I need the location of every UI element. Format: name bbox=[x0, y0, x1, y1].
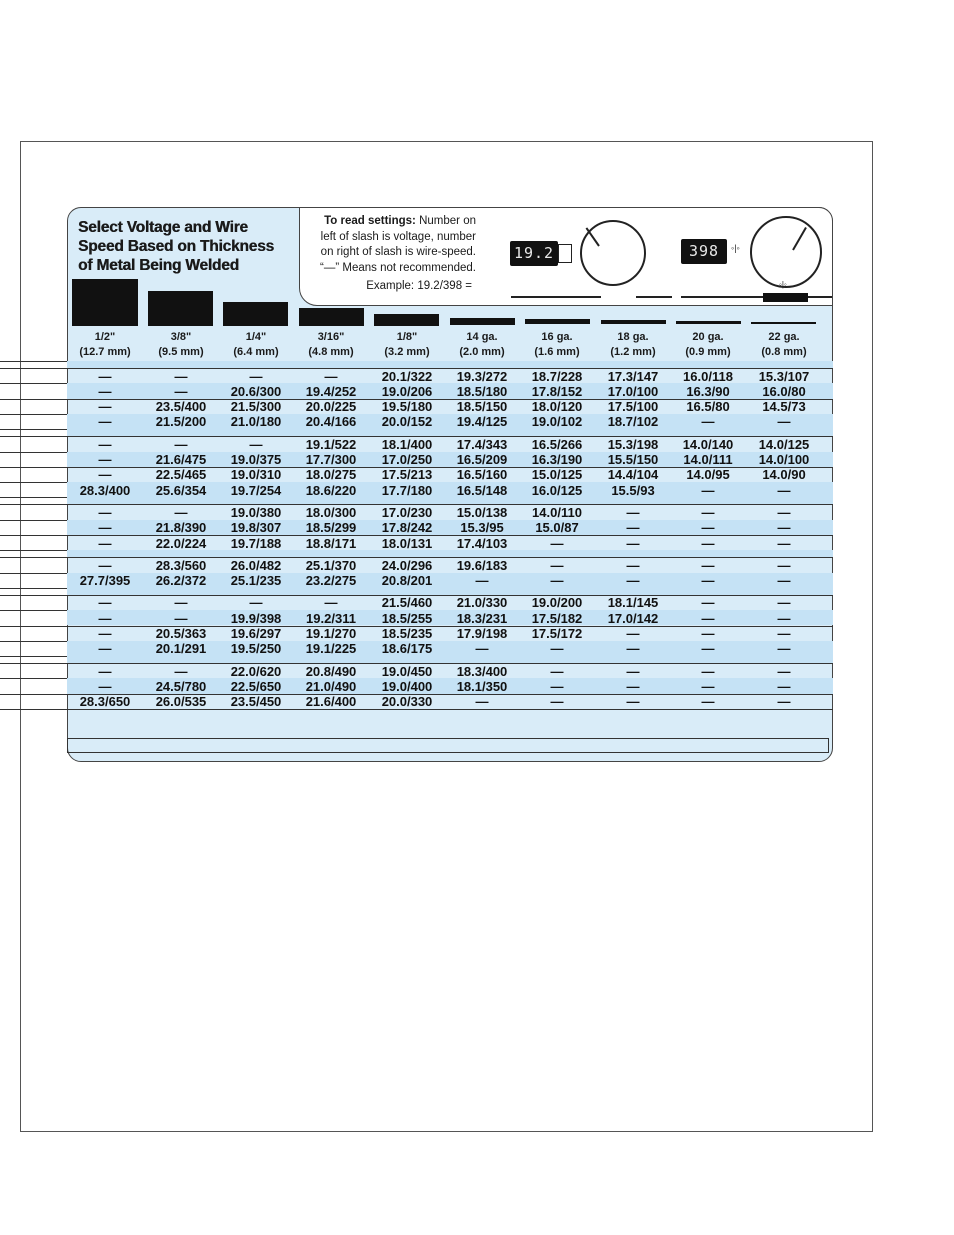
table-cell: — bbox=[324, 368, 338, 384]
column-header bbox=[520, 330, 594, 360]
table-cell: — bbox=[701, 610, 715, 626]
column-header-metric: (0.8 mm) bbox=[761, 346, 807, 358]
table-cell: — bbox=[98, 595, 112, 611]
display-rule-thick bbox=[763, 293, 808, 302]
table-cell: — bbox=[777, 535, 791, 551]
table-cell: 19.8/307 bbox=[230, 520, 282, 536]
table-cell: 22.5/465 bbox=[155, 467, 207, 483]
table-cell: 14.0/95 bbox=[686, 467, 730, 483]
voltage-display: 19.2 bbox=[510, 241, 558, 266]
table-cell: 28.3/650 bbox=[79, 694, 131, 710]
table-cell: 16.5/80 bbox=[686, 399, 730, 415]
display-rule bbox=[808, 296, 832, 298]
table-cell: 22.5/650 bbox=[230, 678, 282, 694]
table-cell: 15.5/93 bbox=[611, 482, 655, 498]
table-cell: — bbox=[249, 368, 263, 384]
table-cell: 19.5/180 bbox=[381, 399, 433, 415]
table-cell: — bbox=[174, 610, 188, 626]
table-cell: 15.3/198 bbox=[607, 436, 659, 452]
table-cell: — bbox=[98, 452, 112, 467]
column-header-metric: (4.8 mm) bbox=[308, 346, 354, 358]
table-cell: 18.5/235 bbox=[381, 626, 433, 641]
table-cell: — bbox=[626, 663, 640, 679]
table-cell: 20.5/363 bbox=[155, 626, 207, 641]
table-cell: 17.8/242 bbox=[381, 520, 433, 536]
table-cell: — bbox=[475, 694, 489, 710]
table-cell: 18.8/171 bbox=[305, 535, 357, 551]
table-cell: 24.5/780 bbox=[155, 678, 207, 694]
table-cell: 25.6/354 bbox=[155, 482, 207, 498]
table-cell: 26.0/535 bbox=[155, 694, 207, 710]
table-cell: 18.1/145 bbox=[607, 595, 659, 611]
column-header bbox=[596, 330, 670, 360]
instructions-text bbox=[314, 214, 476, 276]
thickness-swatch-14ga bbox=[450, 318, 515, 325]
table-cell: 17.0/142 bbox=[607, 610, 659, 626]
table-cell: — bbox=[174, 383, 188, 399]
table-cell: 17.5/100 bbox=[607, 399, 659, 415]
table-cell: 18.6/220 bbox=[305, 482, 357, 498]
table-cell: 17.5/213 bbox=[381, 467, 433, 483]
table-cell: 16.5/209 bbox=[456, 452, 508, 467]
table-cell: 17.0/250 bbox=[381, 452, 433, 467]
table-cell: 27.7/395 bbox=[79, 573, 131, 589]
table-cell: 19.4/125 bbox=[456, 414, 508, 430]
table-cell: 19.0/102 bbox=[531, 414, 583, 430]
row-divider bbox=[0, 709, 833, 710]
table-cell: 17.0/100 bbox=[607, 383, 659, 399]
table-cell: 21.0/490 bbox=[305, 678, 357, 694]
table-cell: 14.0/100 bbox=[758, 452, 810, 467]
table-cell: 19.0/200 bbox=[531, 595, 583, 611]
table-cell: 21.5/300 bbox=[230, 399, 282, 415]
column-header-metric: (6.4 mm) bbox=[233, 346, 279, 358]
table-cell: 21.0/330 bbox=[456, 595, 508, 611]
table-cell: 21.5/200 bbox=[155, 414, 207, 430]
table-cell: 14.4/104 bbox=[607, 467, 659, 483]
table-cell: — bbox=[98, 557, 112, 573]
column-header-metric: (2.0 mm) bbox=[459, 346, 505, 358]
table-cell: 15.0/125 bbox=[531, 467, 583, 483]
table-cell: 17.7/300 bbox=[305, 452, 357, 467]
column-header bbox=[747, 330, 821, 360]
table-cell: 17.4/343 bbox=[456, 436, 508, 452]
column-header bbox=[144, 330, 218, 360]
column-header-metric: (1.6 mm) bbox=[534, 346, 580, 358]
table-cell: — bbox=[626, 678, 640, 694]
group-separator bbox=[67, 497, 833, 504]
column-header-label: 3/16" bbox=[317, 331, 345, 343]
table-cell: 15.0/138 bbox=[456, 504, 508, 520]
column-header-label: 1/4" bbox=[245, 331, 267, 343]
table-cell: — bbox=[626, 626, 640, 641]
table-cell: — bbox=[777, 557, 791, 573]
table-cell: — bbox=[777, 626, 791, 641]
column-header-metric: (12.7 mm) bbox=[79, 346, 131, 358]
table-cell: 25.1/370 bbox=[305, 557, 357, 573]
table-cell: 17.9/198 bbox=[456, 626, 508, 641]
table-cell: 17.0/230 bbox=[381, 504, 433, 520]
table-cell: — bbox=[324, 595, 338, 611]
table-cell: 18.5/299 bbox=[305, 520, 357, 536]
table-cell: 16.0/125 bbox=[531, 482, 583, 498]
table-cell: — bbox=[701, 414, 715, 430]
table-cell: 16.0/118 bbox=[683, 368, 733, 384]
table-cell: 22.0/224 bbox=[155, 535, 207, 551]
table-cell: — bbox=[98, 663, 112, 679]
display-rule bbox=[681, 296, 763, 298]
table-cell: 20.8/490 bbox=[305, 663, 357, 679]
table-cell: — bbox=[550, 641, 564, 657]
table-cell: 28.3/560 bbox=[155, 557, 207, 573]
table-cell: — bbox=[777, 414, 791, 430]
table-cell: — bbox=[98, 467, 112, 483]
table-cell: 16.3/90 bbox=[686, 383, 730, 399]
table-cell: — bbox=[174, 663, 188, 679]
table-cell: — bbox=[98, 626, 112, 641]
thickness-swatch-1-4 bbox=[223, 302, 288, 326]
table-cell: 14.0/110 bbox=[532, 504, 582, 520]
column-header-label: 1/2" bbox=[94, 331, 116, 343]
table-cell: 18.5/255 bbox=[381, 610, 433, 626]
table-cell: 16.5/148 bbox=[456, 482, 508, 498]
table-cell: 19.1/225 bbox=[305, 641, 357, 657]
table-cell: 19.1/522 bbox=[305, 436, 357, 452]
table-cell: — bbox=[98, 535, 112, 551]
wire-speed-knob-icon bbox=[750, 216, 822, 288]
table-cell: 15.0/87 bbox=[535, 520, 579, 536]
table-cell: 19.0/310 bbox=[230, 467, 282, 483]
table-cell: 20.1/291 bbox=[155, 641, 207, 657]
table-cell: 17.8/152 bbox=[531, 383, 583, 399]
table-cell: 19.4/252 bbox=[305, 383, 357, 399]
table-cell: — bbox=[550, 573, 564, 589]
table-cell: 20.1/322 bbox=[381, 368, 433, 384]
table-cell: 28.3/400 bbox=[79, 482, 131, 498]
table-cell: — bbox=[174, 436, 188, 452]
column-header bbox=[294, 330, 368, 360]
table-cell: — bbox=[777, 573, 791, 589]
table-cell: — bbox=[777, 520, 791, 536]
thickness-swatch-1-8 bbox=[374, 314, 439, 326]
table-cell: 19.0/375 bbox=[230, 452, 282, 467]
table-cell: 18.1/400 bbox=[381, 436, 433, 452]
table-cell: 14.5/73 bbox=[762, 399, 806, 415]
table-cell: 19.6/183 bbox=[456, 557, 508, 573]
table-cell: 18.5/150 bbox=[456, 399, 508, 415]
table-cell: — bbox=[701, 663, 715, 679]
table-cell: — bbox=[174, 504, 188, 520]
table-cell: 20.4/166 bbox=[305, 414, 357, 430]
table-cell: 19.5/250 bbox=[230, 641, 282, 657]
table-cell: — bbox=[550, 663, 564, 679]
column-header-label: 3/8" bbox=[170, 331, 192, 343]
column-header-label: 20 ga. bbox=[692, 331, 724, 343]
table-cell: 23.2/275 bbox=[305, 573, 357, 589]
table-cell: 21.0/180 bbox=[230, 414, 282, 430]
table-cell: — bbox=[777, 504, 791, 520]
table-cell: 14.0/90 bbox=[762, 467, 806, 483]
table-cell: — bbox=[701, 535, 715, 551]
thickness-swatch-3-16 bbox=[299, 308, 364, 326]
table-cell: — bbox=[626, 535, 640, 551]
table-cell: 17.4/103 bbox=[456, 535, 508, 551]
table-cell: — bbox=[550, 535, 564, 551]
table-cell: — bbox=[98, 383, 112, 399]
table-cell: — bbox=[550, 694, 564, 710]
table-cell: 23.5/450 bbox=[230, 694, 282, 710]
group-separator bbox=[67, 588, 833, 595]
wire-speed-display: 398 bbox=[681, 239, 727, 264]
table-cell: 20.0/330 bbox=[381, 694, 433, 710]
group-separator bbox=[67, 361, 833, 368]
instructions-lead: To read settings: bbox=[324, 215, 416, 227]
table-cell: — bbox=[98, 610, 112, 626]
table-cell: 23.5/400 bbox=[155, 399, 207, 415]
table-cell: 19.3/272 bbox=[456, 368, 508, 384]
table-cell: 14.0/125 bbox=[758, 436, 810, 452]
table-cell: 19.6/297 bbox=[230, 626, 282, 641]
table-cell: 16.5/266 bbox=[531, 436, 583, 452]
table-cell: — bbox=[626, 694, 640, 710]
thickness-swatch-22ga bbox=[751, 322, 816, 324]
table-cell: 19.0/450 bbox=[381, 663, 433, 679]
table-cell: — bbox=[98, 678, 112, 694]
table-cell: 20.0/225 bbox=[305, 399, 357, 415]
column-header-metric: (1.2 mm) bbox=[610, 346, 656, 358]
instructions-body: Number on left of slash is voltage, number on right of slash is wire-speed. “—” Means not recommended. bbox=[320, 215, 476, 274]
column-header bbox=[219, 330, 293, 360]
table-cell: 15.5/150 bbox=[607, 452, 659, 467]
table-cell: 18.1/350 bbox=[456, 678, 508, 694]
table-cell: 20.0/152 bbox=[381, 414, 433, 430]
thickness-swatch-3-8 bbox=[148, 291, 213, 326]
column-header-metric: (0.9 mm) bbox=[685, 346, 731, 358]
table-cell: 19.0/400 bbox=[381, 678, 433, 694]
table-cell: 18.7/228 bbox=[531, 368, 583, 384]
table-cell: — bbox=[701, 694, 715, 710]
column-header-metric: (3.2 mm) bbox=[384, 346, 430, 358]
table-cell: — bbox=[701, 573, 715, 589]
display-rule bbox=[511, 296, 601, 298]
column-header-label: 18 ga. bbox=[617, 331, 649, 343]
thickness-swatch-16ga bbox=[525, 319, 590, 324]
display-rule bbox=[636, 296, 672, 298]
column-header bbox=[671, 330, 745, 360]
table-cell: — bbox=[701, 678, 715, 694]
table-cell: 26.0/482 bbox=[230, 557, 282, 573]
table-cell: 21.5/460 bbox=[381, 595, 433, 611]
table-cell: 15.3/95 bbox=[460, 520, 504, 536]
table-cell: 16.5/160 bbox=[456, 467, 508, 483]
table-cell: 22.0/620 bbox=[230, 663, 282, 679]
table-cell: 20.8/201 bbox=[381, 573, 433, 589]
table-cell: — bbox=[777, 595, 791, 611]
table-cell: — bbox=[550, 557, 564, 573]
table-cell: 21.6/400 bbox=[305, 694, 357, 710]
table-cell: — bbox=[777, 678, 791, 694]
table-cell: 17.7/180 bbox=[381, 482, 433, 498]
table-cell: — bbox=[249, 595, 263, 611]
table-cell: 21.8/390 bbox=[155, 520, 207, 536]
table-cell: 18.0/131 bbox=[381, 535, 433, 551]
table-cell: 19.2/311 bbox=[306, 610, 356, 626]
table-cell: 21.6/475 bbox=[155, 452, 207, 467]
wire-speed-knob-mark-icon: ◦|◦ bbox=[779, 280, 787, 289]
table-cell: — bbox=[777, 482, 791, 498]
table-cell: — bbox=[777, 663, 791, 679]
table-cell: 16.3/190 bbox=[531, 452, 583, 467]
table-cell: 17.5/182 bbox=[531, 610, 583, 626]
column-header bbox=[445, 330, 519, 360]
column-header bbox=[68, 330, 142, 360]
table-cell: — bbox=[550, 678, 564, 694]
table-cell: 18.5/180 bbox=[456, 383, 508, 399]
table-cell: — bbox=[174, 595, 188, 611]
column-header-label: 1/8" bbox=[396, 331, 418, 343]
table-cell: 19.0/380 bbox=[230, 504, 282, 520]
thickness-swatch-1-2 bbox=[72, 279, 138, 326]
table-cell: 26.2/372 bbox=[155, 573, 207, 589]
thickness-swatch-20ga bbox=[676, 321, 741, 324]
table-cell: 19.0/206 bbox=[381, 383, 433, 399]
voltage-knob-icon bbox=[580, 220, 646, 286]
column-header-metric: (9.5 mm) bbox=[158, 346, 204, 358]
table-cell: 18.6/175 bbox=[381, 641, 433, 657]
table-cell: 20.6/300 bbox=[230, 383, 282, 399]
table-cell: — bbox=[777, 610, 791, 626]
table-cell: 19.1/270 bbox=[305, 626, 357, 641]
table-cell: 18.0/300 bbox=[305, 504, 357, 520]
table-cell: 18.7/102 bbox=[607, 414, 659, 430]
table-cell: — bbox=[626, 520, 640, 536]
table-cell: — bbox=[626, 557, 640, 573]
table-cell: 24.0/296 bbox=[381, 557, 433, 573]
table-cell: 17.5/172 bbox=[531, 626, 583, 641]
table-cell: — bbox=[626, 504, 640, 520]
display-indicator bbox=[558, 244, 572, 263]
table-cell: — bbox=[626, 641, 640, 657]
column-header-label: 22 ga. bbox=[768, 331, 800, 343]
column-header-label: 14 ga. bbox=[466, 331, 498, 343]
table-cell: — bbox=[98, 641, 112, 657]
table-cell: 15.3/107 bbox=[758, 368, 810, 384]
table-cell: 18.3/231 bbox=[456, 610, 508, 626]
table-cell: — bbox=[701, 482, 715, 498]
table-cell: 17.3/147 bbox=[607, 368, 659, 384]
table-cell: — bbox=[98, 399, 112, 415]
example-label: Example: 19.2/398 = bbox=[366, 280, 472, 292]
table-cell: 19.9/398 bbox=[230, 610, 282, 626]
table-cell: — bbox=[626, 573, 640, 589]
table-cell: — bbox=[777, 641, 791, 657]
table-cell: — bbox=[777, 694, 791, 710]
table-cell: — bbox=[98, 520, 112, 536]
table-cell: — bbox=[98, 414, 112, 430]
group-separator bbox=[67, 656, 833, 663]
table-cell: 16.0/80 bbox=[762, 383, 806, 399]
table-cell: 14.0/111 bbox=[683, 452, 733, 467]
table-cell: — bbox=[98, 368, 112, 384]
group-separator bbox=[67, 550, 833, 557]
table-cell: 25.1/235 bbox=[230, 573, 282, 589]
wire-speed-unit-icon: ◦|◦ bbox=[731, 243, 740, 253]
table-cell: — bbox=[701, 504, 715, 520]
table-cell: 19.7/188 bbox=[230, 535, 282, 551]
chart-title: Select Voltage and Wire Speed Based on Thickness of Metal Being Welded bbox=[78, 219, 274, 274]
table-cell: — bbox=[475, 641, 489, 657]
table-cell: 19.7/254 bbox=[230, 482, 282, 498]
table-cell: — bbox=[701, 557, 715, 573]
column-header-label: 16 ga. bbox=[541, 331, 573, 343]
table-cell: — bbox=[98, 436, 112, 452]
last-row-box bbox=[67, 738, 829, 753]
table-cell: 18.0/120 bbox=[531, 399, 583, 415]
table-cell: 14.0/140 bbox=[682, 436, 734, 452]
table-cell: — bbox=[475, 573, 489, 589]
table-cell: — bbox=[98, 504, 112, 520]
table-cell: — bbox=[174, 368, 188, 384]
table-cell: 18.0/275 bbox=[305, 467, 357, 483]
group-separator bbox=[67, 429, 833, 436]
table-cell: — bbox=[701, 626, 715, 641]
table-cell: — bbox=[249, 436, 263, 452]
thickness-swatch-18ga bbox=[601, 320, 666, 324]
table-cell: 18.3/400 bbox=[456, 663, 508, 679]
table-cell: — bbox=[701, 520, 715, 536]
table-cell: — bbox=[701, 641, 715, 657]
table-cell: — bbox=[701, 595, 715, 611]
column-header bbox=[370, 330, 444, 360]
